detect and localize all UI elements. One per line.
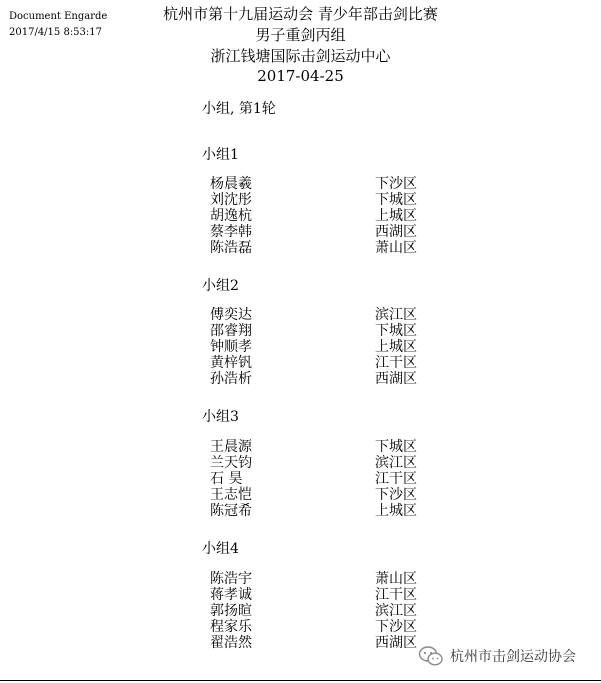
fencer-name: 程家乐 — [210, 619, 252, 635]
fencer-club: 下沙区 — [375, 176, 417, 192]
fencer-club: 西湖区 — [375, 635, 417, 651]
pool-row — [210, 323, 425, 339]
fencer-name: 蒋孝诚 — [210, 587, 252, 603]
pool-row — [210, 635, 425, 651]
fencer-club: 滨江区 — [375, 603, 417, 619]
fencer-name: 陈浩磊 — [210, 240, 252, 256]
venue: 浙江钱塘国际击剑运动中心 — [210, 47, 391, 65]
pool-row — [210, 355, 425, 371]
pool-row — [210, 208, 425, 224]
fencer-club: 江干区 — [375, 471, 417, 487]
fencer-club: 西湖区 — [375, 371, 417, 387]
fencer-name: 刘沈彤 — [210, 192, 252, 208]
fencer-club: 上城区 — [375, 503, 417, 519]
fencer-club: 下城区 — [375, 192, 417, 208]
fencer-club: 滨江区 — [375, 307, 417, 323]
pool-title: 小组1 — [202, 147, 239, 163]
watermark-text: 杭州市击剑运动协会 — [450, 649, 576, 665]
pool-row — [210, 603, 425, 619]
app-name: Document Engarde — [9, 11, 108, 22]
pool-row — [210, 619, 425, 635]
fencer-club: 江干区 — [375, 587, 417, 603]
fencer-name: 杨晨羲 — [210, 176, 252, 192]
wechat-icon — [418, 645, 444, 667]
pool-row — [210, 224, 425, 240]
fencer-name: 胡逸杭 — [210, 208, 252, 224]
fencer-name: 翟浩然 — [210, 635, 252, 651]
watermark — [418, 642, 576, 670]
pool-row — [210, 192, 425, 208]
fencer-name: 郭扬暄 — [210, 603, 252, 619]
pool-row — [210, 307, 425, 323]
pool-row — [210, 487, 425, 503]
fencer-club: 下沙区 — [375, 619, 417, 635]
pool-row — [210, 503, 425, 519]
fencer-club: 萧山区 — [375, 571, 417, 587]
fencer-name: 邵睿翔 — [210, 323, 252, 339]
pool-title: 小组4 — [202, 541, 239, 557]
fencer-club: 下城区 — [375, 323, 417, 339]
fencer-name: 黄梓钒 — [210, 355, 252, 371]
fencer-club: 萧山区 — [375, 240, 417, 256]
round-title: 小组, 第1轮 — [202, 101, 276, 117]
pool-row — [210, 439, 425, 455]
pool-title: 小组3 — [202, 409, 239, 425]
print-timestamp: 2017/4/15 8:53:17 — [9, 27, 103, 38]
fencer-name: 王志恺 — [210, 487, 252, 503]
pool-row — [210, 371, 425, 387]
fencer-club: 江干区 — [375, 355, 417, 371]
fencer-name: 陈浩宇 — [210, 571, 252, 587]
pool-row — [210, 571, 425, 587]
fencer-club: 上城区 — [375, 208, 417, 224]
fencer-club: 下城区 — [375, 439, 417, 455]
fencer-name: 傅奕达 — [210, 307, 252, 323]
fencer-name: 孙浩析 — [210, 371, 252, 387]
category-title: 男子重剑丙组 — [255, 26, 346, 44]
fencer-club: 下沙区 — [375, 487, 417, 503]
pool-row — [210, 176, 425, 192]
page-bottom-rule — [0, 680, 601, 681]
fencer-club: 滨江区 — [375, 455, 417, 471]
fencer-name: 兰天钧 — [210, 455, 252, 471]
fencer-name: 王晨源 — [210, 439, 252, 455]
fencer-name: 石 昊 — [210, 471, 243, 487]
fencer-name: 陈冠希 — [210, 503, 252, 519]
fencer-club: 西湖区 — [375, 224, 417, 240]
pool-row — [210, 240, 425, 256]
fencer-club: 上城区 — [375, 339, 417, 355]
pool-row — [210, 339, 425, 355]
pool-row — [210, 587, 425, 603]
pool-row — [210, 455, 425, 471]
event-title: 杭州市第十九届运动会 青少年部击剑比赛 — [163, 5, 438, 23]
pool-title: 小组2 — [202, 278, 239, 294]
pool-row — [210, 471, 425, 487]
fencer-name: 钟顺孝 — [210, 339, 252, 355]
fencer-name: 蔡李韩 — [210, 224, 252, 240]
event-date: 2017-04-25 — [257, 67, 344, 85]
